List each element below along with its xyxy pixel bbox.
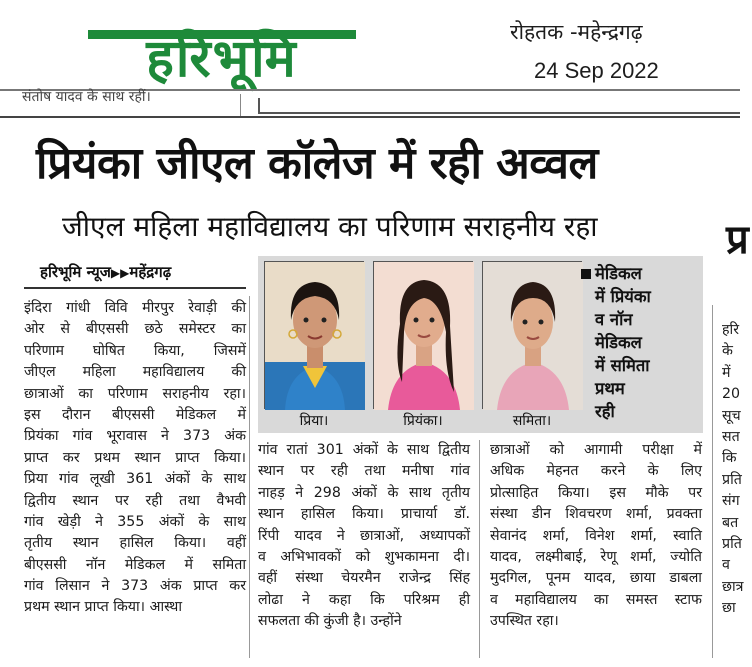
byline-arrows: ▶▶: [110, 266, 130, 280]
photo-priya: [264, 261, 364, 409]
article-text-line: परिणाम घोषित किया, जिसमें: [24, 342, 246, 359]
photo-caption-samita: समिता।: [512, 413, 552, 429]
article-text-line: स्थान हासिल किया। प्राचार्या डॉ.: [258, 506, 470, 523]
bullet-square-icon: [581, 269, 591, 279]
next-article-headline-fragment: प्र: [726, 217, 749, 263]
article-text-line: मुदगिल, पूनम यादव, छाया डाबला: [490, 570, 702, 587]
edition-date: 24 Sep 2022: [534, 58, 659, 83]
highlight-line: व नॉन: [595, 310, 633, 329]
article-text-line: के: [722, 343, 733, 360]
highlight-line: प्रथम: [595, 379, 625, 398]
article-text-line: उपस्थित रहा।: [490, 613, 559, 630]
article-text-line: रिंपी यादव ने छात्राओं, अध्यापकों: [258, 527, 470, 544]
previous-article-box-edge: [258, 98, 740, 114]
article-text-line: प्रिया गांव लूखी 361 अंकों के साथ: [24, 471, 246, 488]
article-headline: प्रियंका जीएल कॉलेज में रही अव्वल: [36, 138, 598, 189]
column-divider: [249, 296, 250, 658]
byline-source: हरिभूमि न्यूज: [40, 263, 111, 281]
haribhoomi-logo: [86, 18, 358, 89]
highlight-line: में समिता: [595, 356, 650, 375]
article-text-line: 20: [722, 386, 741, 403]
article-text-line: ओर से बीएससी छठे समेस्टर का: [24, 321, 246, 338]
article-text-line: छात्राओं का परिणाम सराहनीय रहा।: [24, 385, 246, 402]
article-text-line: वहीं संस्था चेयरमैन राजेन्द्र सिंह: [258, 570, 470, 587]
highlight-line: मेडिकल: [595, 264, 642, 283]
article-text-line: प्रति: [722, 471, 742, 488]
article-text-line: गांव रातां 301 अंकों के साथ द्वितीय: [258, 442, 470, 458]
article-column-3: [490, 440, 702, 633]
article-text-line: सूच: [722, 407, 741, 424]
article-text-line: हरि: [722, 322, 740, 338]
photo-caption-priya: प्रिया।: [299, 413, 329, 429]
article-text-line: स्थान पर रही तथा मनीषा गांव: [258, 463, 470, 480]
edition-place: रोहतक -महेन्द्रगढ़: [510, 20, 643, 44]
previous-article-text: संतोष यादव के साथ रहीं।: [22, 89, 151, 105]
article-text-line: गांव लिसान ने 373 अंक प्राप्त कर: [24, 578, 246, 595]
byline-rule: [24, 287, 246, 289]
article-text-line: द्वितीय स्थान पर रही तथा वैभवी: [24, 492, 246, 509]
article-text-line: प्राप्त कर प्रथम स्थान प्राप्त किया।: [24, 449, 246, 466]
highlight-box: [595, 262, 699, 423]
photo-caption-priyanka: प्रियंका।: [403, 413, 443, 429]
article-text-line: सफलता की कुंजी है। उन्होंने: [258, 613, 402, 630]
article-text-line: कि: [722, 450, 737, 467]
highlight-line: रही: [595, 402, 615, 421]
article-text-line: प्रियंका गांव भूरावास ने 373 अंक: [24, 428, 246, 445]
article-text-line: लोढा ने कहा कि परिश्रम ही: [258, 591, 470, 608]
article-text-line: व: [722, 557, 730, 574]
byline: [40, 262, 171, 282]
article-text-line: प्रति: [722, 535, 742, 552]
article-subheadline: जीएल महिला महाविद्यालय का परिणाम सराहनीय रहा: [62, 210, 598, 243]
article-text-line: छा: [722, 600, 736, 617]
article-text-line: सत: [722, 428, 740, 445]
article-text-line: सेवानंद शर्मा, विनेश शर्मा, स्वाति: [490, 527, 702, 544]
photo-samita: [482, 261, 582, 409]
article-text-line: गांव खेड़ी ने 355 अंकों के साथ: [24, 513, 246, 530]
article-text-line: अधिक मेहनत करने के लिए: [490, 463, 702, 480]
article-text-line: व अभिभावकों को शुभकामना दी।: [258, 548, 470, 565]
section-rule: [0, 116, 740, 118]
byline-place: महेंद्रगढ़: [129, 263, 172, 281]
article-column-1: [24, 298, 246, 619]
article-text-line: बत: [722, 514, 739, 531]
article-text-line: संस्था डीन शिवचरण शर्मा, प्रवक्ता: [490, 506, 702, 523]
article-text-line: संग: [722, 493, 740, 510]
article-text-line: इंदिरा गांधी विवि मीरपुर रेवाड़ी की: [24, 300, 246, 316]
next-article-column-fragment: [722, 320, 752, 619]
article-text-line: में: [722, 364, 731, 381]
column-divider: [479, 440, 480, 658]
highlight-line: में प्रियंका: [595, 287, 651, 306]
column-divider: [240, 94, 241, 116]
article-text-line: नाहड़ ने 298 अंकों के साथ तृतीय: [258, 484, 470, 501]
photo-priyanka: [373, 261, 473, 409]
article-text-line: बीएससी नॉन मेडिकल में समिता: [24, 556, 246, 573]
article-text-line: तृतीय स्थान हासिल किया। वहीं: [24, 535, 246, 552]
article-text-line: छात्र: [722, 578, 744, 595]
svg-text:हरिभूमि: हरिभूमि: [146, 29, 298, 89]
column-divider: [712, 305, 713, 658]
highlight-line: मेडिकल: [595, 333, 642, 352]
article-text-line: इस दौरान बीएससी मेडिकल में: [24, 406, 246, 423]
article-text-line: प्रथम स्थान प्राप्त किया। आस्था: [24, 599, 183, 616]
article-text-line: छात्राओं को आगामी परीक्षा में: [490, 442, 702, 458]
article-text-line: जीएल महिला महाविद्यालय की: [24, 364, 246, 381]
article-column-2: [258, 440, 470, 633]
article-text-line: यादव, लक्ष्मीबाई, रेणू शर्मा, ज्योति: [490, 548, 702, 565]
article-text-line: प्रोत्साहित किया। इस मौके पर: [490, 484, 702, 501]
article-text-line: व महाविद्यालय का समस्त स्टाफ: [490, 591, 702, 608]
